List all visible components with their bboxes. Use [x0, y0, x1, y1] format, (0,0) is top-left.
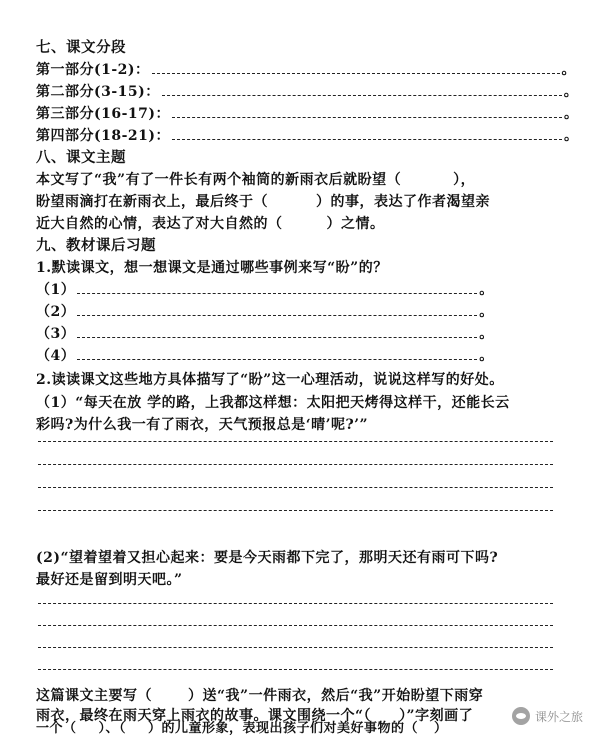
theme-text: ），: [453, 172, 476, 188]
question-2b-line-1: (2)“望着望着又担心起来：要是今天雨都下完了，那明天还有雨可下吗?: [36, 550, 499, 566]
example-blank-2[interactable]: [77, 304, 477, 316]
part-2-row: [36, 82, 578, 102]
period: 。: [479, 348, 494, 364]
part-4-row: [36, 126, 579, 146]
period: 。: [563, 84, 579, 100]
part-3-blank[interactable]: [172, 106, 562, 118]
part-1-blank[interactable]: [152, 62, 560, 74]
part-1-row: [36, 60, 576, 80]
period: 。: [561, 62, 577, 78]
part-3-label: 第三部分(16-17)：: [36, 106, 171, 122]
summary-text: ）的儿童形象，表现出孩子们对美好事物的（: [148, 721, 419, 736]
watermark-text: 课外之旅: [534, 709, 583, 724]
watermark: [512, 707, 583, 725]
answer-line[interactable]: [38, 441, 553, 442]
theme-line-2: [36, 192, 490, 212]
answer-line[interactable]: [38, 625, 553, 626]
example-row-1: [36, 280, 494, 300]
theme-text: 盼望雨滴打在新雨衣上，最后终于（: [36, 194, 268, 210]
summary-text: ）、（: [98, 721, 127, 736]
period: 。: [479, 304, 494, 320]
example-row-4: [36, 346, 494, 366]
example-blank-3[interactable]: [77, 326, 477, 338]
period: 。: [564, 128, 579, 144]
part-3-row: [36, 104, 579, 124]
summary-text: ）: [434, 721, 448, 736]
summary-line-3: [36, 721, 448, 737]
item-number: （1）: [36, 282, 76, 298]
theme-text: 近大自然的心情，表达了对大自然的（: [36, 216, 283, 232]
part-1-label: 第一部分(1-2)：: [36, 62, 150, 78]
summary-line-1: [36, 686, 483, 706]
part-4-label: 第四部分(18-21)：: [36, 128, 171, 144]
summary-text: 这篇课文主要写（: [36, 688, 152, 704]
answer-line[interactable]: [38, 647, 553, 648]
summary-text: 一个（: [36, 721, 77, 736]
question-2b-line-2: 最好还是留到明天吧。”: [36, 572, 183, 588]
summary-text: [43, 735, 50, 739]
item-number: （3）: [36, 326, 76, 342]
summary-text: [36, 735, 43, 739]
summary-text: 雨衣，最终在雨天穿上雨衣的故事。课文围绕一个“（: [36, 708, 372, 724]
answer-line[interactable]: [38, 669, 553, 670]
theme-line-1: [36, 170, 475, 190]
theme-text: 本文写了“我”有了一件长有两个袖筒的新雨衣后就盼望（: [36, 172, 402, 188]
question-2: 2.读读课文这些地方具体描写了“盼”这一心理活动，说说这样写的好处。: [36, 372, 504, 388]
question-2a-line-1: （1）“每天在放 学的路，上我都这样想：太阳把天烤得这样干，还能长云: [36, 395, 510, 411]
section-9-title: 九、教材课后习题: [36, 237, 156, 254]
theme-text: ）的事，表达了作者渴望亲: [316, 194, 490, 210]
summary-text: ）”字刻画了: [399, 708, 474, 724]
example-row-3: [36, 324, 494, 344]
answer-line[interactable]: [38, 464, 553, 465]
example-row-2: [36, 302, 494, 322]
section-7-title: 七、课文分段: [36, 39, 126, 56]
example-blank-4[interactable]: [77, 348, 477, 360]
question-1: 1.默读课文，想一想课文是通过哪些事例来写“盼”的？: [36, 260, 388, 276]
item-number: （4）: [36, 348, 76, 364]
period: 。: [479, 326, 494, 342]
theme-line-3: [36, 214, 385, 234]
answer-line[interactable]: [38, 510, 553, 511]
part-2-blank[interactable]: [162, 84, 562, 96]
question-2a-line-2: 彩吗?为什么我一有了雨衣，天气预报总是‘晴’呢?’”: [36, 417, 369, 433]
period: 。: [564, 106, 579, 122]
part-2-label: 第二部分(3-15)：: [36, 84, 160, 100]
theme-text: ）之情。: [326, 216, 385, 232]
section-8-title: 八、课文主题: [36, 149, 126, 166]
example-blank-1[interactable]: [77, 282, 477, 294]
chat-bubble-icon: [512, 707, 530, 725]
period: 。: [479, 282, 494, 298]
answer-line[interactable]: [38, 487, 553, 488]
item-number: （2）: [36, 304, 76, 320]
summary-text: ）送“我”一件雨衣，然后“我”开始盼望下雨穿: [188, 688, 484, 704]
part-4-blank[interactable]: [172, 128, 562, 140]
summary-line-4: [36, 735, 50, 739]
answer-line[interactable]: [38, 603, 553, 604]
